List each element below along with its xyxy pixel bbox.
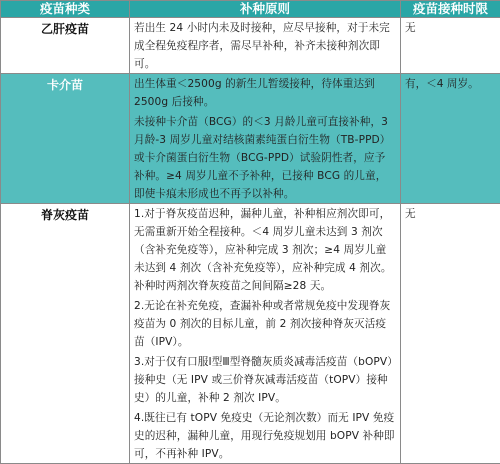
header-time-limit: 疫苗接种时限 xyxy=(401,1,500,18)
principle-hepb xyxy=(130,18,401,74)
principle-polio-paragraph-3: 3.对于仅有口服Ⅰ型Ⅲ型脊髓灰质炎减毒活疫苗（bOPV）接种史（无 IPV 或三价脊灰减毒活疫苗（tOPV）接种史）的儿童，补种 2 剂次 IPV。 xyxy=(134,353,396,407)
vaccine-name-polio: 脊灰疫苗 xyxy=(1,204,130,464)
limit-bcg: 有，＜4 周岁。 xyxy=(401,74,500,204)
limit-hepb: 无 xyxy=(401,18,500,74)
table-row-hepb xyxy=(1,18,500,74)
table-row-bcg xyxy=(1,74,500,204)
table-row-polio xyxy=(1,204,500,464)
principle-polio-paragraph-4: 4.既往已有 tOPV 免疫史（无论剂次数）而无 IPV 免疫史的迟种，漏种儿童，用现行免疫规划用 bOPV 补种即可，不再补种 IPV。 xyxy=(134,409,396,463)
principle-hepb-paragraph: 若出生 24 小时内未及时接种，应尽早接种，对于未完成全程免疫程序者，需尽早补种，补齐未接种剂次即可。 xyxy=(134,19,396,73)
principle-bcg-paragraph-2: 未接种卡介苗（BCG）的＜3 月龄儿童可直接补种，3 月龄-3 周岁儿童对结核菌素纯蛋白衍生物（TB-PPD）或卡介菌蛋白衍生物（BCG-PPD）试验阴性者，应予补种。≥4 周岁儿童不予补种，已接种 BCG 的儿童，即使卡痕未形成也不再予以补种。 xyxy=(134,113,396,203)
vaccine-name-hepb: 乙肝疫苗 xyxy=(1,18,130,74)
principle-bcg xyxy=(130,74,401,204)
header-catchup-principle: 补种原则 xyxy=(130,1,401,18)
limit-polio: 无 xyxy=(401,204,500,464)
principle-bcg-paragraph-1: 出生体重＜2500g 的新生儿暂缓接种，待体重达到 2500g 后接种。 xyxy=(134,75,396,111)
vaccine-name-bcg: 卡介苗 xyxy=(1,74,130,204)
table-header-row xyxy=(1,1,500,18)
principle-polio-paragraph-2: 2.无论在补充免疫，查漏补种或者常规免疫中发现脊灰疫苗为 0 剂次的目标儿童，前 2 剂次接种脊灰灭活疫苗（IPV）。 xyxy=(134,297,396,351)
principle-polio xyxy=(130,204,401,464)
principle-polio-paragraph-1: 1.对于脊灰疫苗迟种，漏种儿童，补种相应剂次即可，无需重新开始全程接种。＜4 周岁儿童未达到 3 剂次（含补充免疫等），应补种完成 3 剂次；≥4 周岁儿童未达到 4 剂次（含补充免疫等），应补种完成 4 剂次。补种时两剂次脊灰疫苗之间间隔≥28 天。 xyxy=(134,205,396,295)
header-vaccine-type: 疫苗种类 xyxy=(1,1,130,18)
